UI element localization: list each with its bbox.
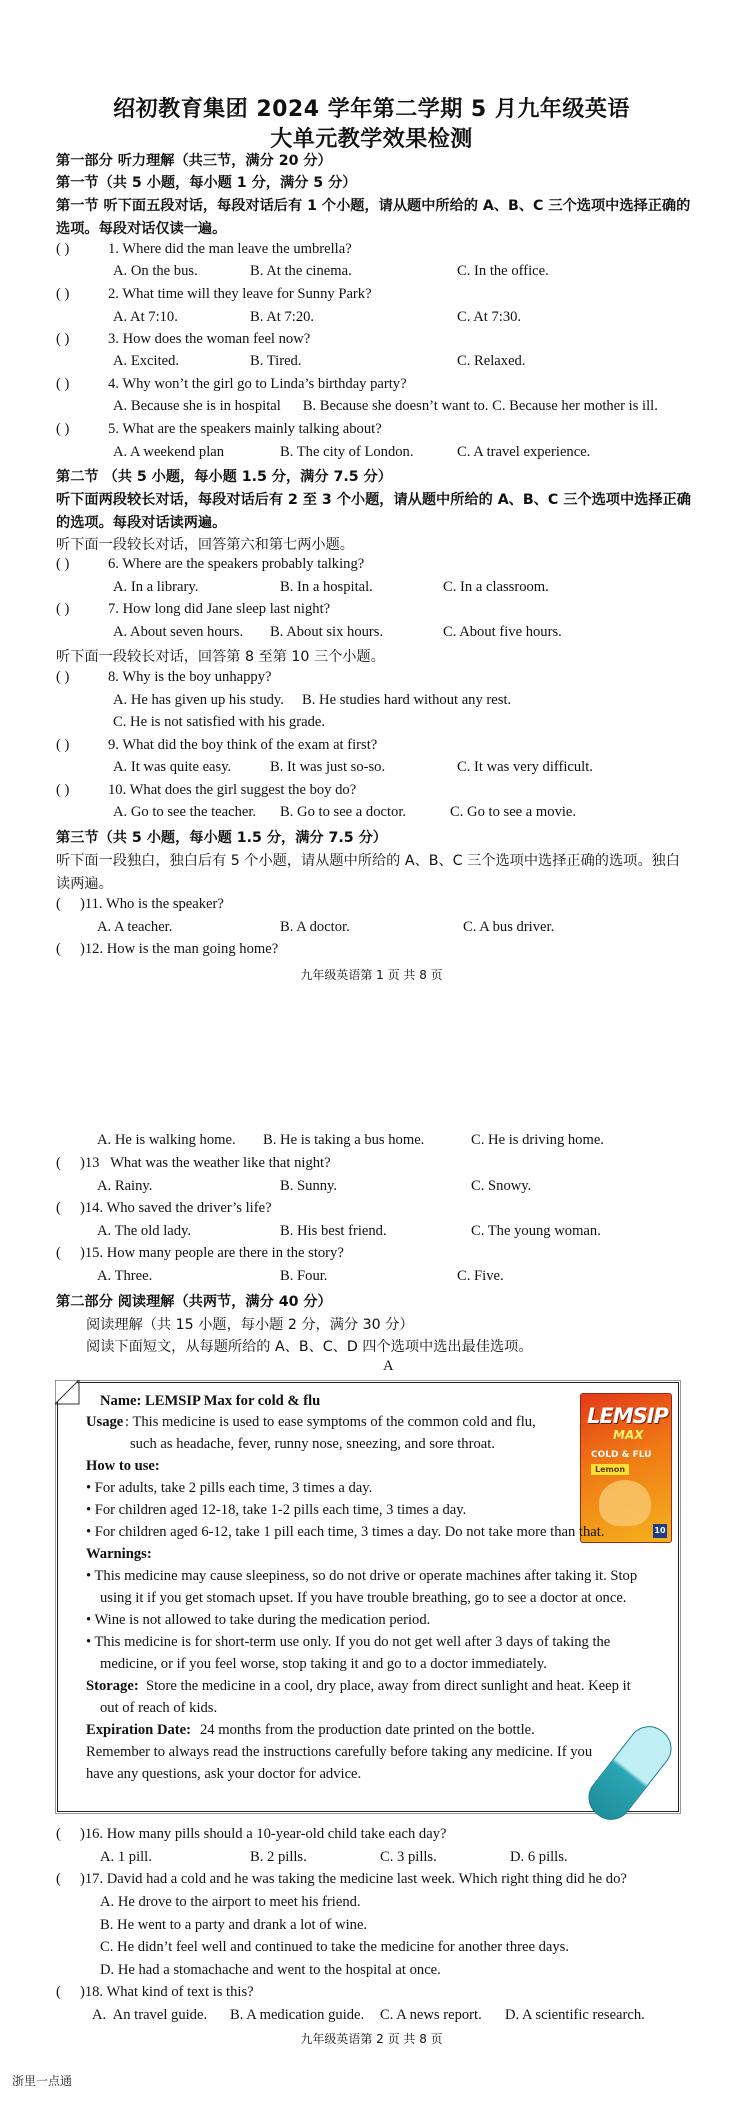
sec3-heading: 第三节（共 5 小题，每小题 1.5 分，满分 7.5 分） xyxy=(56,830,387,846)
q3-option-a: A. Excited. xyxy=(113,353,180,369)
q9-option-a: A. It was quite easy. xyxy=(113,759,232,775)
q15-option-b: B. Four. xyxy=(280,1268,328,1284)
part1-heading: 第一部分 听力理解（共三节，满分 20 分） xyxy=(56,153,332,169)
how-to-use-12-18: • For children aged 12-18, take 1-2 pills each time, 3 times a day. xyxy=(86,1502,467,1518)
answer-blank: ( xyxy=(56,1245,83,1261)
sec2-heading: 第二节 （共 5 小题，每小题 1.5 分，满分 7.5 分） xyxy=(56,469,392,485)
question-7: 7. How long did Jane sleep last night? xyxy=(108,601,331,617)
q12-option-c: C. He is driving home. xyxy=(471,1132,604,1148)
question-4: 4. Why won’t the girl go to Linda’s birthday party? xyxy=(108,376,407,392)
answer-blank: ( xyxy=(56,1826,83,1842)
sec1-instruction: 第一节 听下面五段对话，每段对话后有 1 个小题，请从题中所给的 A、B、C 三个选项中选择正确的 xyxy=(56,198,691,214)
answer-blank: ( ) xyxy=(56,376,70,392)
q12-option-b: B. He is taking a bus home. xyxy=(263,1132,425,1148)
q14-option-a: A. The old lady. xyxy=(97,1223,192,1239)
q7-option-c: C. About five hours. xyxy=(443,624,562,640)
q13-option-a: A. Rainy. xyxy=(97,1178,153,1194)
q11-option-c: C. A bus driver. xyxy=(463,919,555,935)
question-2: 2. What time will they leave for Sunny Park? xyxy=(108,286,372,302)
question-8: 8. Why is the boy unhappy? xyxy=(108,669,272,685)
q8-option-b: B. He studies hard without any rest. xyxy=(302,692,512,708)
q4-options: A. Because she is in hospital B. Because she doesn’t want to. C. Because her mother is ill. xyxy=(113,398,658,414)
usage-label: Usage xyxy=(86,1414,124,1430)
q1-option-b: B. At the cinema. xyxy=(250,263,352,279)
q7-option-b: B. About six hours. xyxy=(270,624,384,640)
package-logo: LEMSIP xyxy=(587,1404,668,1428)
q15-option-c: C. Five. xyxy=(457,1268,504,1284)
q17-option-d: D. He had a stomachache and went to the hospital at once. xyxy=(100,1962,441,1978)
q11-option-a: A. A teacher. xyxy=(97,919,173,935)
question-11: )11. Who is the speaker? xyxy=(80,896,224,912)
q7-option-a: A. About seven hours. xyxy=(113,624,244,640)
remember-text-2: have any questions, ask your doctor for advice. xyxy=(86,1766,362,1782)
q8-option-a: A. He has given up his study. xyxy=(113,692,284,708)
warnings-label: Warnings: xyxy=(86,1546,152,1562)
package-lemon: Lemon xyxy=(591,1464,629,1475)
q18-option-b: B. A medication guide. xyxy=(230,2007,365,2023)
q17-option-a: A. He drove to the airport to meet his friend. xyxy=(100,1894,361,1910)
dialog-a-instruction: 听下面一段较长对话，回答第六和第七两小题。 xyxy=(56,537,354,553)
sec1-heading: 第一节（共 5 小题，每小题 1 分，满分 5 分） xyxy=(56,175,357,191)
answer-blank: ( ) xyxy=(56,286,70,302)
expiration-label: Expiration Date: xyxy=(86,1722,191,1738)
q2-option-a: A. At 7:10. xyxy=(113,309,178,325)
warning-2: • Wine is not allowed to take during the medication period. xyxy=(86,1612,431,1628)
q12-option-a: A. He is walking home. xyxy=(97,1132,236,1148)
answer-blank: ( ) xyxy=(56,556,70,572)
q5-option-c: C. A travel experience. xyxy=(457,444,591,460)
q10-option-c: C. Go to see a movie. xyxy=(450,804,577,820)
question-12: )12. How is the man going home? xyxy=(80,941,279,957)
question-14: )14. Who saved the driver’s life? xyxy=(80,1200,272,1216)
q6-option-b: B. In a hospital. xyxy=(280,579,373,595)
package-cold-flu: COLD & FLU xyxy=(591,1450,652,1460)
warning-3-cont: medicine, or if you feel worse, stop taking it and go to a doctor immediately. xyxy=(100,1656,547,1672)
answer-blank: ( ) xyxy=(56,421,70,437)
q14-option-b: B. His best friend. xyxy=(280,1223,387,1239)
storage-text-2: out of reach of kids. xyxy=(100,1700,218,1716)
question-15: )15. How many people are there in the story? xyxy=(80,1245,344,1261)
exam-title-line1: 绍初教育集团 2024 学年第二学期 5 月九年级英语 xyxy=(113,97,630,122)
q5-option-a: A. A weekend plan xyxy=(113,444,225,460)
usage-text: : This medicine is used to ease symptoms of the common cold and flu, xyxy=(125,1414,536,1430)
sec2-instruction: 听下面两段较长对话，每段对话后有 2 至 3 个小题，请从题中所给的 A、B、C 三个选项中选择正确 xyxy=(56,492,691,508)
question-1: 1. Where did the man leave the umbrella? xyxy=(108,241,352,257)
q18-option-a: A. An travel guide. xyxy=(92,2007,208,2023)
q10-option-a: A. Go to see the teacher. xyxy=(113,804,257,820)
q3-option-c: C. Relaxed. xyxy=(457,353,526,369)
q16-option-a: A. 1 pill. xyxy=(100,1849,152,1865)
sec3-instruction: 听下面一段独白，独白后有 5 个小题，请从题中所给的 A、B、C 三个选项中选择正确的选项。独白 xyxy=(56,853,680,869)
remember-text: Remember to always read the instructions carefully before taking any medicine. If you xyxy=(86,1744,593,1760)
q9-option-b: B. It was just so-so. xyxy=(270,759,386,775)
answer-blank: ( xyxy=(56,896,83,912)
part2-section1: 阅读理解（共 15 小题，每小题 2 分，满分 30 分） xyxy=(86,1317,414,1333)
question-17: )17. David had a cold and he was taking the medicine last week. Which right thing did he do? xyxy=(80,1871,627,1887)
q15-option-a: A. Three. xyxy=(97,1268,153,1284)
answer-blank: ( xyxy=(56,1871,83,1887)
q6-option-c: C. In a classroom. xyxy=(443,579,549,595)
q2-option-b: B. At 7:20. xyxy=(250,309,315,325)
usage-text-2: such as headache, fever, runny nose, sneezing, and sore throat. xyxy=(130,1436,495,1452)
q6-option-a: A. In a library. xyxy=(113,579,199,595)
question-18: )18. What kind of text is this? xyxy=(80,1984,254,2000)
exam-title-line2: 大单元教学效果检测 xyxy=(270,127,473,152)
q11-option-b: B. A doctor. xyxy=(280,919,350,935)
storage-text: Store the medicine in a cool, dry place, away from direct sunlight and heat. Keep it xyxy=(146,1678,631,1694)
answer-blank: ( xyxy=(56,1200,83,1216)
question-9: 9. What did the boy think of the exam at first? xyxy=(108,737,378,753)
warning-1-cont: using it if you get stomach upset. If you have trouble breathing, go to see a doctor at once. xyxy=(100,1590,627,1606)
how-to-use-adults: • For adults, take 2 pills each time, 3 times a day. xyxy=(86,1480,373,1496)
warning-3: • This medicine is for short-term use only. If you do not get well after 3 days of taking the xyxy=(86,1634,611,1650)
answer-blank: ( xyxy=(56,941,83,957)
q18-option-d: D. A scientific research. xyxy=(505,2007,645,2023)
passage-name: Name: LEMSIP Max for cold & flu xyxy=(100,1393,321,1409)
q16-option-c: C. 3 pills. xyxy=(380,1849,437,1865)
q9-option-c: C. It was very difficult. xyxy=(457,759,593,775)
q13-option-c: C. Snowy. xyxy=(471,1178,532,1194)
package-hand-graphic xyxy=(599,1480,651,1526)
sec3-instruction-2: 读两遍。 xyxy=(56,876,113,892)
question-5: 5. What are the speakers mainly talking about? xyxy=(108,421,382,437)
q18-option-c: C. A news report. xyxy=(380,2007,482,2023)
q1-option-c: C. In the office. xyxy=(457,263,549,279)
answer-blank: ( ) xyxy=(56,782,70,798)
q3-option-b: B. Tired. xyxy=(250,353,302,369)
how-to-use-label: How to use: xyxy=(86,1458,160,1474)
q2-option-c: C. At 7:30. xyxy=(457,309,522,325)
question-16: )16. How many pills should a 10-year-old child take each day? xyxy=(80,1826,447,1842)
answer-blank: ( ) xyxy=(56,737,70,753)
q16-option-b: B. 2 pills. xyxy=(250,1849,307,1865)
folded-corner xyxy=(55,1380,81,1406)
q17-option-c: C. He didn’t feel well and continued to take the medicine for another three days. xyxy=(100,1939,570,1955)
page-footer-1: 九年级英语第 1 页 共 8 页 xyxy=(300,968,443,982)
how-to-use-6-12: • For children aged 6-12, take 1 pill each time, 3 times a day. Do not take more than that. xyxy=(86,1524,605,1540)
q10-option-b: B. Go to see a doctor. xyxy=(280,804,407,820)
answer-blank: ( xyxy=(56,1984,83,2000)
q13-option-b: B. Sunny. xyxy=(280,1178,338,1194)
passage-label: A xyxy=(383,1358,394,1374)
lemsip-package-image xyxy=(580,1393,672,1543)
answer-blank: ( ) xyxy=(56,601,70,617)
question-13: )13 What was the weather like that night? xyxy=(80,1155,331,1171)
page-footer-2: 九年级英语第 2 页 共 8 页 xyxy=(300,2032,443,2046)
q8-option-c: C. He is not satisfied with his grade. xyxy=(113,714,325,730)
dialog-b-instruction: 听下面一段较长对话，回答第 8 至第 10 三个小题。 xyxy=(56,649,385,665)
package-count: 10 xyxy=(653,1524,667,1538)
package-max: MAX xyxy=(613,1428,644,1442)
question-6: 6. Where are the speakers probably talking? xyxy=(108,556,365,572)
question-3: 3. How does the woman feel now? xyxy=(108,331,311,347)
watermark: 浙里一点通 xyxy=(12,2074,73,2088)
q17-option-b: B. He went to a party and drank a lot of wine. xyxy=(100,1917,368,1933)
warning-1: • This medicine may cause sleepiness, so do not drive or operate machines after taking it. Stop xyxy=(86,1568,638,1584)
part2-heading: 第二部分 阅读理解（共两节，满分 40 分） xyxy=(56,1294,332,1310)
answer-blank: ( ) xyxy=(56,331,70,347)
expiration-text: 24 months from the production date printed on the bottle. xyxy=(200,1722,535,1738)
part2-instruction: 阅读下面短文，从每题所给的 A、B、C、D 四个选项中选出最佳选项。 xyxy=(86,1339,533,1355)
q5-option-b: B. The city of London. xyxy=(280,444,414,460)
answer-blank: ( ) xyxy=(56,241,70,257)
answer-blank: ( xyxy=(56,1155,83,1171)
sec2-instruction-2: 的选项。每段对话读两遍。 xyxy=(56,515,227,531)
answer-blank: ( ) xyxy=(56,669,70,685)
storage-label: Storage: xyxy=(86,1678,139,1694)
q14-option-c: C. The young woman. xyxy=(471,1223,601,1239)
question-10: 10. What does the girl suggest the boy do? xyxy=(108,782,357,798)
q1-option-a: A. On the bus. xyxy=(113,263,198,279)
sec1-instruction-2: 选项。每段对话仅读一遍。 xyxy=(56,221,227,237)
q16-option-d: D. 6 pills. xyxy=(510,1849,568,1865)
